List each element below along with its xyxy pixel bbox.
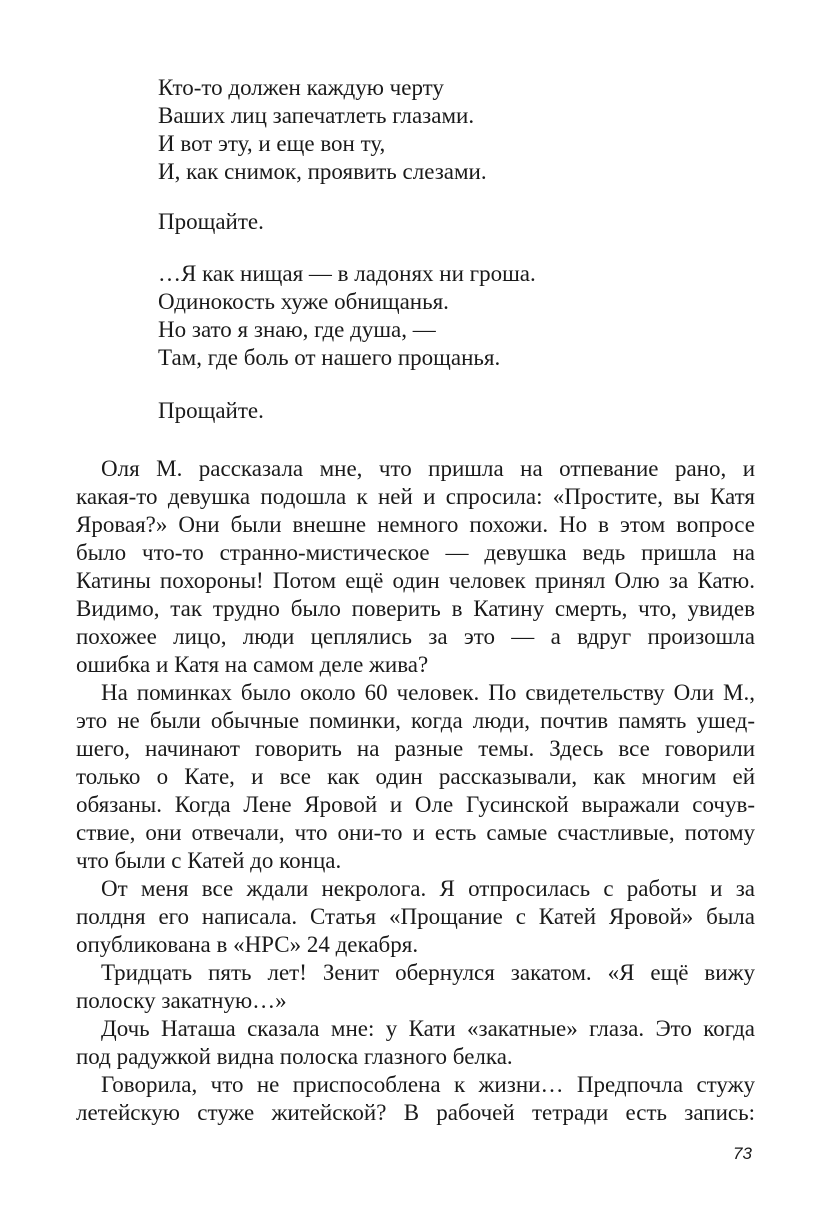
poem-line: …Я как нищая — в ладонях ни гроша. bbox=[158, 261, 536, 286]
prose-line: ошибка и Катя на самом деле жива? bbox=[76, 652, 429, 677]
prose-line: только о Кате, и все как один рассказывали, как многим ей bbox=[76, 764, 755, 789]
prose-line: летейскую стуже житейской? В рабочей тетради есть запись: bbox=[76, 1100, 755, 1125]
poem-refrain: Прощайте. bbox=[158, 209, 264, 234]
prose-line: полдня его написала. Статья «Прощание с Катей Яровой» была bbox=[76, 904, 755, 929]
page-number: 73 bbox=[733, 1144, 752, 1163]
prose-line: это не были обычные поминки, когда люди, почтив память ушед- bbox=[76, 708, 755, 733]
prose-line: Оля М. рассказала мне, что пришла на отпевание рано, и bbox=[101, 456, 755, 481]
prose-line: что были с Катей до конца. bbox=[76, 848, 342, 873]
prose-line: От меня все ждали некролога. Я отпросилась с работы и за bbox=[101, 876, 755, 901]
prose-line: шего, начинают говорить на разные темы. Здесь все говорили bbox=[76, 736, 755, 761]
prose-line: Катины похороны! Потом ещё один человек принял Олю за Катю. bbox=[76, 568, 755, 593]
poem-line: И, как снимок, проявить слезами. bbox=[158, 159, 487, 184]
poem-line: Ваших лиц запечатлеть глазами. bbox=[158, 103, 475, 128]
prose-line: ствие, они отвечали, что они-то и есть самые счастливые, потому bbox=[76, 820, 755, 845]
prose-line: Яровая?» Они были внешне немного похожи. Но в этом вопросе bbox=[76, 512, 755, 537]
poem-line: Кто-то должен каждую черту bbox=[158, 75, 444, 100]
prose-line: Тридцать пять лет! Зенит обернулся закатом. «Я ещё вижу bbox=[101, 960, 755, 985]
prose-line: Говорила, что не приспособлена к жизни… Предпочла стужу bbox=[101, 1072, 755, 1097]
poem-line: Одинокость хуже обнищанья. bbox=[158, 289, 449, 314]
poem-refrain: Прощайте. bbox=[158, 398, 264, 423]
poem-line: Там, где боль от нашего прощанья. bbox=[158, 345, 501, 370]
prose-line: Видимо, так трудно было поверить в Катину смерть, что, увидев bbox=[76, 596, 755, 621]
prose-line: какая-то девушка подошла к ней и спросила: «Простите, вы Катя bbox=[76, 484, 755, 509]
prose-line: Дочь Наташа сказала мне: у Кати «закатные» глаза. Это когда bbox=[101, 1016, 755, 1041]
prose-line: опубликована в «НРС» 24 декабря. bbox=[76, 932, 419, 957]
prose-line: под радужкой видна полоска глазного белка. bbox=[76, 1044, 513, 1069]
poem-line: Но зато я знаю, где душа, — bbox=[158, 317, 436, 342]
prose-line: похожее лицо, люди цеплялись за это — а вдруг произошла bbox=[76, 624, 755, 649]
prose-line: На поминках было около 60 человек. По свидетельству Оли М., bbox=[101, 680, 755, 705]
poem-line: И вот эту, и еще вон ту, bbox=[158, 131, 386, 156]
prose-line: обязаны. Когда Лене Яровой и Оле Гусинской выражали сочув- bbox=[76, 792, 755, 817]
prose-line: было что-то странно-мистическое — девушка ведь пришла на bbox=[76, 540, 755, 565]
prose-line: полоску закатную…» bbox=[76, 988, 287, 1013]
